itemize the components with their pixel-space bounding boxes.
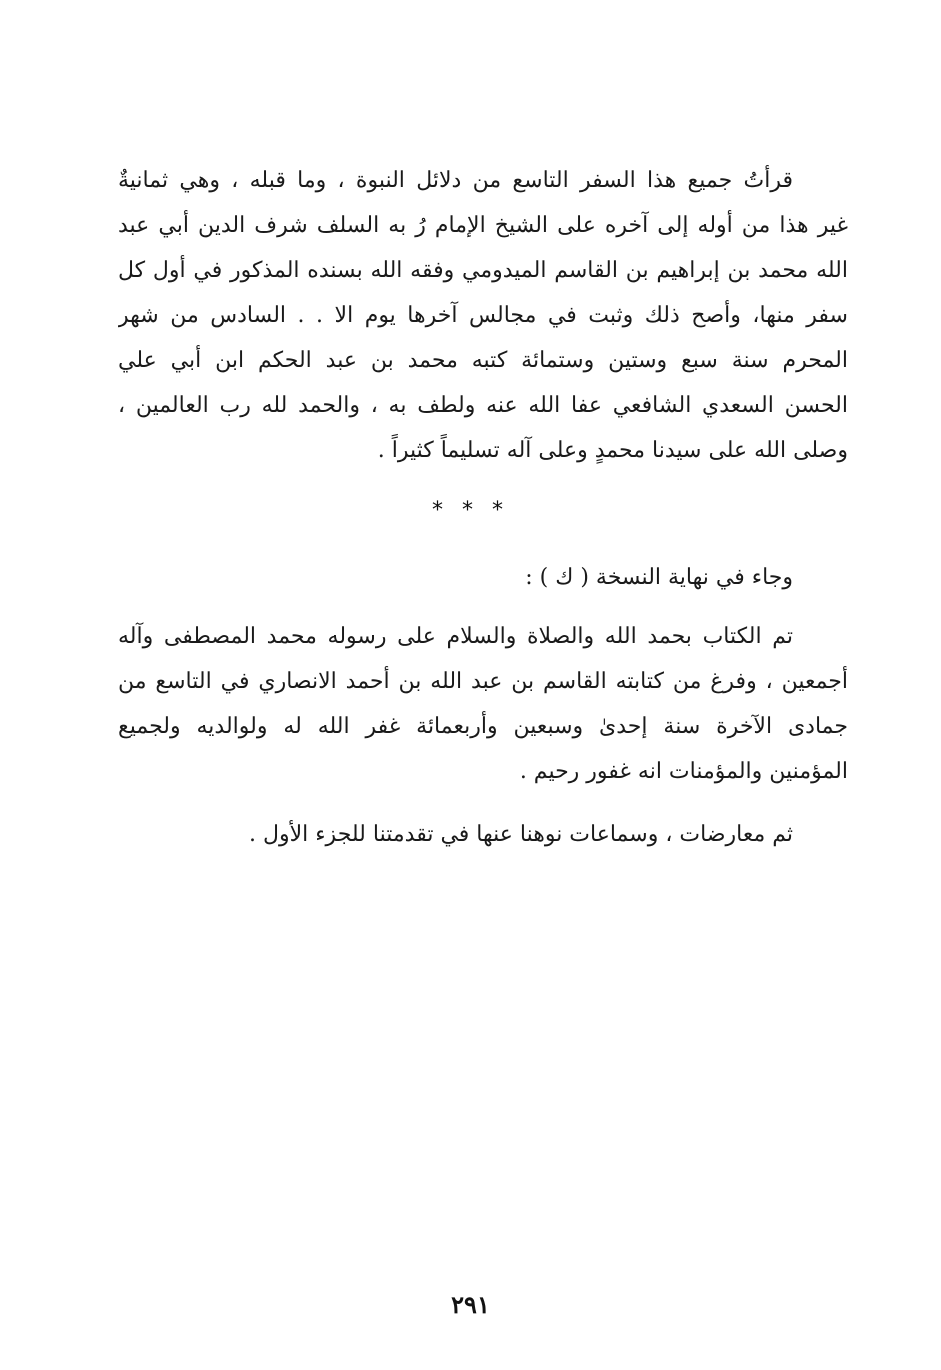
paragraph-line: الحسن السعدي الشافعي عفا الله عنه ولطف به ، والحمد لله رب العالمين ، [118,393,848,418]
paragraph-line: غير هذا من أوله إلى آخره على الشيخ الإمام رُ به السلف شرف الدين أبي عبد [118,213,848,238]
closing-paragraph [118,812,848,857]
page-number: ٢٩١ [451,1290,490,1319]
paragraph-line: تم الكتاب بحمد الله والصلاة والسلام على رسوله محمد المصطفى وآله [118,624,793,649]
paragraph-line: المؤمنين والمؤمنات انه غفور رحيم . [519,759,848,784]
paragraph-line: سفر منها، وأصح ذلك وثبت في مجالس آخرها يوم الا . . السادس من شهر [118,303,848,328]
section-separator: * * * [432,498,509,523]
paragraph-line: وصلى الله على سيدنا محمدٍ وعلى آله تسليماً كثيراً . [377,438,848,463]
manuscript-note-heading [118,555,848,600]
manuscript-ending-paragraph [118,614,848,794]
paragraph-line: جمادى الآخرة سنة إحدىٰ وسبعين وأربعمائة غفر الله له ولوالديه ولجميع [118,714,848,739]
paragraph-line: ثم معارضات ، وسماعات نوهنا عنها في تقدمتنا للجزء الأول . [248,822,793,847]
colophon-paragraph [118,158,848,473]
paragraph-line: وجاء في نهاية النسخة ( ك ) : [525,565,793,590]
paragraph-line: قرأتُ جميع هذا السفر التاسع من دلائل النبوة ، وما قبله ، وهي ثمانيةٌ [118,168,793,193]
paragraph-line: المحرم سنة سبع وستين وستمائة كتبه محمد بن عبد الحكم ابن أبي علي [118,348,848,373]
paragraph-line: الله محمد بن إبراهيم بن القاسم الميدومي وفقه الله بسنده المذكور في أول كل [118,258,848,283]
paragraph-line: أجمعين ، وفرغ من كتابته القاسم بن عبد الله بن أحمد الانصاري في التاسع من [118,669,848,694]
